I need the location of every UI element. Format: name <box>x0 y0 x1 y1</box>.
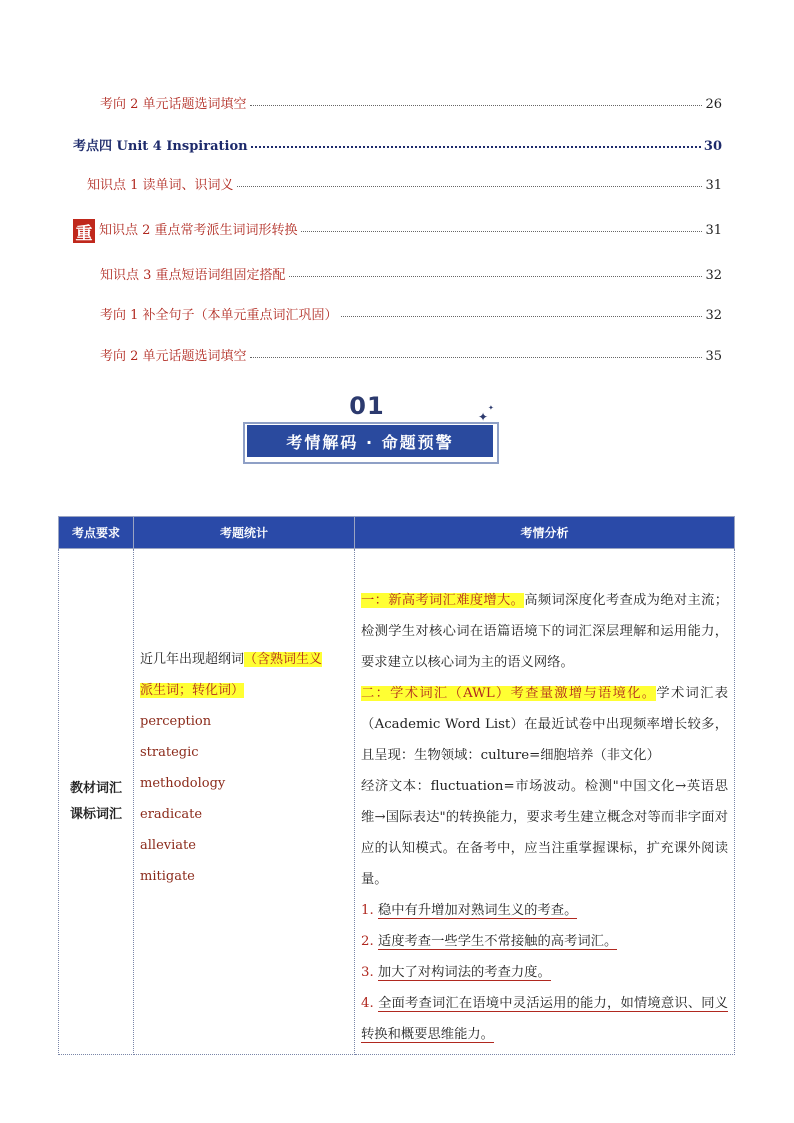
exam-analysis-table <box>58 516 735 1055</box>
toc-label: 考向 2 单元话题选词填空 <box>100 97 247 112</box>
toc-leader <box>251 136 701 148</box>
toc-label: 知识点 1 读单词、识词义 <box>87 178 234 193</box>
toc-leader <box>289 266 703 277</box>
toc-page: 31 <box>705 178 722 193</box>
point-text: 加大了对构词法的考查力度。 <box>377 965 551 980</box>
stats-intro: 近几年出现超纲词 <box>140 651 245 667</box>
toc-entry[interactable] <box>73 138 722 155</box>
stats-intro-highlight: （含熟词生义 <box>244 651 323 667</box>
statistics-cell <box>134 549 355 1055</box>
toc-page: 26 <box>705 97 722 112</box>
header-statistics: 考题统计 <box>134 517 355 549</box>
analysis-point <box>361 895 728 926</box>
toc-leader <box>250 95 703 106</box>
toc-entry[interactable] <box>100 349 722 365</box>
word-item: alleviate <box>140 837 196 853</box>
toc-page: 32 <box>705 308 722 323</box>
sparkle-icon: ✦ <box>488 404 494 412</box>
analysis-point <box>361 957 728 988</box>
analysis-point <box>361 988 728 1050</box>
toc-page: 32 <box>705 268 722 283</box>
word-item: eradicate <box>140 806 203 822</box>
analysis-paragraph <box>361 585 728 678</box>
toc-label: 考向 1 补全句子（本单元重点词汇巩固） <box>100 308 338 323</box>
toc-entry[interactable] <box>100 308 722 324</box>
analysis-paragraph: 经济文本：fluctuation=市场波动。检测"中国文化→英语思维→国际表达"的转换能力，要求考生建立概念对等而非字面对应的认知模式。在备考中，应当注重掌握课标，扩充课外阅读量。 <box>361 779 728 887</box>
requirement-line: 教材词汇 <box>69 780 122 796</box>
point-number: 3. <box>361 965 374 980</box>
section-number: 01 <box>349 392 385 420</box>
toc-entry[interactable] <box>100 268 722 284</box>
section-banner: 考情解码 · 命题预警 <box>247 425 493 457</box>
analysis-highlight: 二：学术词汇（AWL）考查量激增与语境化。 <box>361 686 657 701</box>
analysis-text: 高频词深度化考查成为绝对主流；检测学生对核心词在语篇语境下的词汇深层理解和运用能力，要求建立以核心词为主的语义网络。 <box>361 593 729 670</box>
analysis-highlight: 一：新高考词汇难度增大。 <box>361 593 525 608</box>
word-item: methodology <box>140 775 226 791</box>
toc-page: 31 <box>705 223 722 238</box>
point-text: 适度考查一些学生不常接触的高考词汇。 <box>377 934 618 949</box>
toc-page: 30 <box>703 139 722 154</box>
analysis-paragraph <box>361 678 728 771</box>
word-item: perception <box>140 713 212 729</box>
toc-leader <box>250 347 703 358</box>
point-number: 4. <box>361 996 374 1011</box>
analysis-text: 学术词汇表（Academic Word List）在最近试卷中出现频率增长较多，且呈现：生物领域：culture=细胞培养（非文化） <box>361 686 729 763</box>
point-text: 全面考查词汇在语境中灵活运用的能力，如情境意识、同义转换和概要思维能力。 <box>361 996 729 1042</box>
toc-leader <box>341 306 703 317</box>
toc-leader <box>301 221 703 232</box>
toc-label: 考点四 Unit 4 Inspiration <box>73 139 248 154</box>
word-item: strategic <box>140 744 199 760</box>
table-row <box>59 549 735 1055</box>
toc-entry[interactable] <box>99 223 722 239</box>
stats-intro-highlight: 派生词；转化词） <box>140 682 245 698</box>
toc-label: 考向 2 单元话题选词填空 <box>100 349 247 364</box>
header-requirement: 考点要求 <box>59 517 134 549</box>
toc-label: 知识点 3 重点短语词组固定搭配 <box>100 268 286 283</box>
header-analysis: 考情分析 <box>355 517 735 549</box>
toc-entry[interactable] <box>100 97 722 113</box>
toc-leader <box>237 176 703 187</box>
toc-label: 知识点 2 重点常考派生词词形转换 <box>99 223 298 238</box>
analysis-point <box>361 926 728 957</box>
toc-entry[interactable] <box>87 178 722 194</box>
point-number: 1. <box>361 903 374 918</box>
word-item: mitigate <box>140 868 195 884</box>
analysis-cell <box>355 549 735 1055</box>
requirement-cell <box>59 549 134 1055</box>
toc-page: 35 <box>705 349 722 364</box>
table-header-row <box>59 517 735 549</box>
requirement-line: 课标词汇 <box>69 806 122 822</box>
key-point-badge: 重 <box>73 219 95 243</box>
point-text: 稳中有升增加对熟词生义的考查。 <box>377 903 578 918</box>
point-number: 2. <box>361 934 374 949</box>
sparkle-icon: ✦ <box>478 410 489 424</box>
